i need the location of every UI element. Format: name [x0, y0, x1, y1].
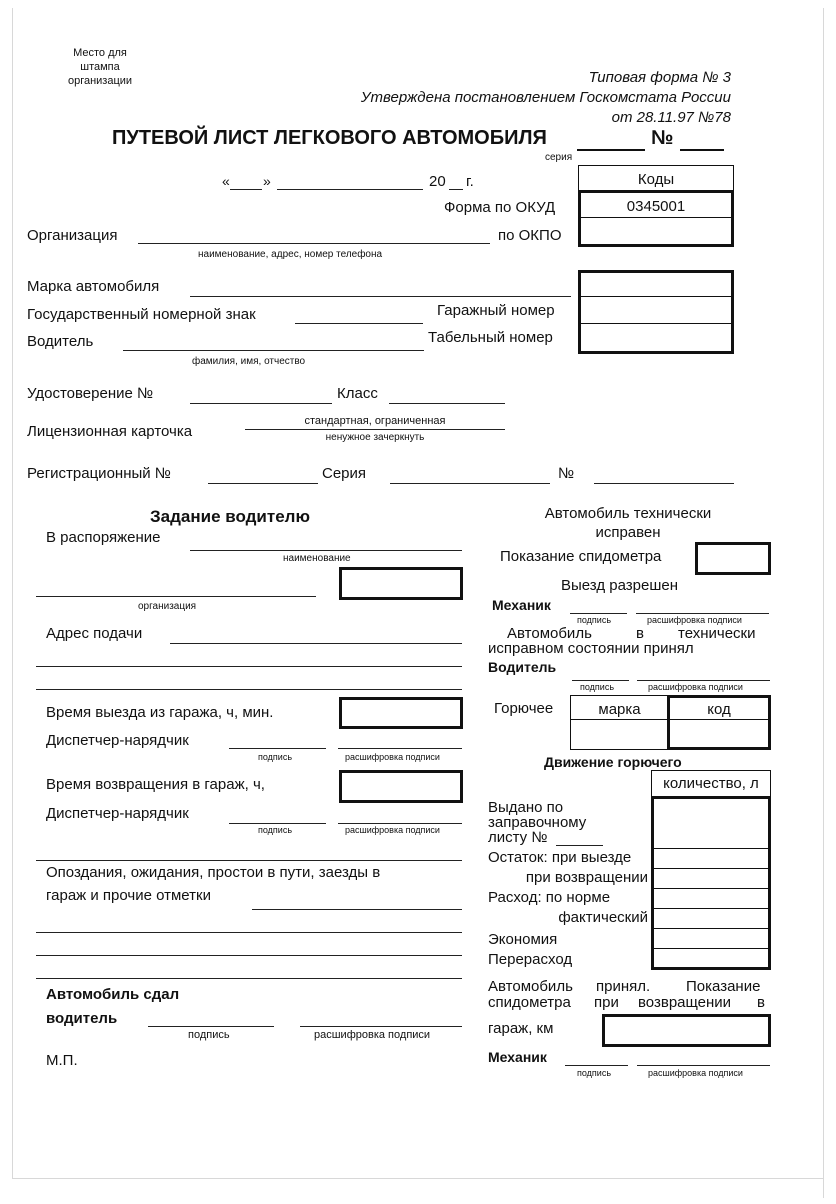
return-word-5: при: [594, 994, 619, 1011]
codes-header: Коды: [637, 171, 675, 188]
dispatcher-decoding-line-1[interactable]: [338, 748, 462, 749]
fuel-brand-divider: [570, 719, 669, 720]
handed-over-label-2: водитель: [46, 1010, 118, 1027]
vehicle-brand-line[interactable]: [190, 296, 571, 297]
dispatcher-decoding-caption-1: расшифровка подписи: [345, 752, 440, 762]
date-year-line[interactable]: [449, 189, 463, 190]
accepted-word-1: Автомобиль: [507, 625, 592, 642]
okpo-label: по ОКПО: [498, 227, 562, 244]
fuel-sheet-number-line[interactable]: [556, 845, 603, 846]
accepted-line-2: исправном состоянии принял: [488, 640, 694, 657]
plate-line[interactable]: [295, 323, 423, 324]
fuel-label: Горючее: [494, 700, 554, 717]
fuel-overrun: Перерасход: [488, 951, 573, 968]
okud-value: 0345001: [626, 198, 686, 215]
organization-caption: наименование, адрес, номер телефона: [198, 249, 383, 260]
certificate-line[interactable]: [190, 403, 332, 404]
certificate-label: Удостоверение №: [27, 385, 154, 402]
mechanic-signature-caption-2: подпись: [577, 1068, 612, 1078]
dispatcher-label-1: Диспетчер-нарядчик: [46, 732, 189, 749]
fuel-issued-line-1: Выдано по: [488, 799, 564, 816]
organization-caption-2: организация: [138, 601, 197, 612]
handed-over-decoding-line[interactable]: [300, 1026, 462, 1027]
tab-number-label: Табельный номер: [428, 329, 553, 346]
return-odometer-box[interactable]: [602, 1014, 771, 1047]
form-number: Типовая форма № 3: [588, 69, 731, 86]
tech-ok-line-1: Автомобиль технически: [544, 505, 712, 522]
approved-by: Утверждена постановлением Госкомстата России: [360, 89, 731, 106]
disposal-name-caption: наименование: [283, 553, 351, 564]
vehicle-codes-box: [578, 270, 734, 354]
garage-number-label: Гаражный номер: [437, 302, 555, 319]
mechanic-label-1: Механик: [492, 597, 551, 613]
page-title: ПУТЕВОЙ ЛИСТ ЛЕГКОВОГО АВТОМОБИЛЯ: [112, 127, 547, 149]
handed-over-signature-line[interactable]: [148, 1026, 274, 1027]
odometer-label: Показание спидометра: [500, 548, 662, 565]
fuel-quantity-col: количество, л: [663, 775, 759, 792]
mechanic-decoding-line-2[interactable]: [637, 1065, 770, 1066]
fuel-brand-col: марка: [598, 701, 641, 718]
license-card-options: стандартная, ограниченная: [304, 415, 446, 427]
mechanic-signature-caption-1: подпись: [577, 615, 612, 625]
series-line[interactable]: [577, 149, 645, 151]
registration-label: Регистрационный №: [27, 465, 171, 482]
dispatcher-signature-line-1[interactable]: [229, 748, 326, 749]
date-month-line[interactable]: [277, 189, 423, 190]
driver-line[interactable]: [123, 350, 424, 351]
fuel-code-col: код: [707, 701, 731, 718]
fuel-economy: Экономия: [488, 931, 558, 948]
odometer-box[interactable]: [695, 542, 771, 575]
date-year-suffix: г.: [466, 173, 474, 190]
number-line[interactable]: [680, 149, 724, 151]
approval-date: от 28.11.97 №78: [611, 109, 731, 126]
driver-decoding-caption: расшифровка подписи: [648, 682, 743, 692]
return-word-3: Показание: [686, 978, 761, 995]
fuel-movement-heading: Движение горючего: [544, 754, 682, 770]
accepted-word-3: технически: [678, 625, 756, 642]
mechanic-decoding-caption-1: расшифровка подписи: [647, 615, 742, 625]
series-caption: серия: [545, 152, 573, 163]
address-line-1[interactable]: [170, 643, 462, 644]
fuel-issued-line-3: листу №: [488, 829, 548, 846]
return-time-box[interactable]: [339, 770, 463, 803]
driver-label: Водитель: [27, 333, 94, 350]
dispatcher-signature-caption-2: подпись: [258, 825, 293, 835]
plate-label: Государственный номерной знак: [27, 306, 256, 323]
date-open-quote: «: [222, 173, 230, 189]
vehicle-codes-divider-1: [581, 296, 731, 297]
dispatcher-signature-caption-1: подпись: [258, 752, 293, 762]
handed-over-label-1: Автомобиль сдал: [46, 986, 180, 1003]
codes-divider: [581, 217, 731, 218]
mechanic-signature-line-1[interactable]: [570, 613, 627, 614]
address-line-3[interactable]: [36, 689, 462, 690]
okud-label: Форма по ОКУД: [444, 199, 556, 216]
date-day-line[interactable]: [230, 189, 262, 190]
fuel-issued-line-2: заправочному: [488, 814, 587, 831]
fuel-row-divider-6: [654, 948, 768, 949]
fuel-remain-return: при возвращении: [525, 869, 648, 886]
delays-line-2[interactable]: [36, 932, 462, 933]
delays-top-line[interactable]: [36, 860, 462, 861]
accepted-word-2: в: [636, 625, 644, 642]
vehicle-codes-divider-2: [581, 323, 731, 324]
driver-caption: фамилия, имя, отчество: [192, 356, 306, 367]
license-card-label: Лицензионная карточка: [27, 423, 193, 440]
departure-time-box[interactable]: [339, 697, 463, 729]
return-word-4: спидометра: [488, 994, 571, 1011]
seal-label: М.П.: [46, 1052, 78, 1069]
date-close-quote: »: [263, 173, 271, 189]
disposal-line[interactable]: [190, 550, 462, 551]
departure-allowed: Выезд разрешен: [561, 577, 679, 594]
fuel-consumption-norm: Расход: по норме: [488, 889, 611, 906]
return-word-1: Автомобиль: [488, 978, 573, 995]
dispatcher-decoding-line-2[interactable]: [338, 823, 462, 824]
delays-label-line-2: гараж и прочие отметки: [46, 887, 211, 904]
return-garage-km: гараж, км: [488, 1020, 554, 1037]
page-edge-right: [823, 8, 824, 1198]
driver-signature-line[interactable]: [572, 680, 629, 681]
reg-series-line[interactable]: [390, 483, 550, 484]
delays-line-1[interactable]: [252, 909, 462, 910]
driver-accepted-label: Водитель: [488, 659, 557, 675]
fuel-consumption-actual: фактический: [558, 909, 648, 926]
delays-label-line-1: Опоздания, ожидания, простои в пути, заезды в: [46, 864, 381, 881]
reg-number-line[interactable]: [594, 483, 734, 484]
license-card-caption: ненужное зачеркнуть: [325, 432, 425, 443]
address-label: Адрес подачи: [46, 625, 143, 642]
tech-ok-line-2: исправен: [595, 524, 661, 541]
fuel-remain-departure: Остаток: при выезде: [488, 849, 632, 866]
class-label: Класс: [337, 385, 378, 402]
driver-decoding-line[interactable]: [637, 680, 770, 681]
organization-name-line[interactable]: [36, 596, 316, 597]
stamp-line-1: Место для: [73, 47, 127, 59]
return-word-6: возвращении: [638, 994, 732, 1011]
fuel-code-divider: [670, 719, 768, 720]
vehicle-brand-label: Марка автомобиля: [27, 278, 160, 295]
page-edge-bottom: [12, 1178, 824, 1179]
series-label: Серия: [322, 465, 367, 482]
disposal-label: В распоряжение: [46, 529, 161, 546]
mechanic-signature-line-2[interactable]: [565, 1065, 628, 1066]
return-word-7: в: [757, 994, 765, 1011]
fuel-row-divider-5: [654, 928, 768, 929]
registration-line[interactable]: [208, 483, 318, 484]
delays-line-3[interactable]: [36, 955, 462, 956]
departure-time-label: Время выезда из гаража, ч, мин.: [46, 704, 274, 721]
dispatcher-label-2: Диспетчер-нарядчик: [46, 805, 189, 822]
page-edge-left: [12, 8, 13, 1178]
reg-number-label: №: [558, 465, 575, 482]
dispatcher-signature-line-2[interactable]: [229, 823, 326, 824]
handed-over-signature-caption: подпись: [188, 1029, 230, 1041]
mechanic-label-2: Механик: [488, 1049, 547, 1065]
organization-line[interactable]: [138, 243, 490, 244]
fuel-row-divider-2: [654, 868, 768, 869]
organization-label: Организация: [27, 227, 118, 244]
date-year-prefix: 20: [429, 173, 446, 190]
stamp-line-3: организации: [67, 75, 133, 87]
license-card-line[interactable]: [245, 429, 505, 430]
address-line-2[interactable]: [36, 666, 462, 667]
fuel-row-divider-1: [654, 848, 768, 849]
fuel-quantity-box[interactable]: [651, 796, 771, 970]
driver-task-heading: Задание водителю: [150, 507, 310, 526]
stamp-line-2: штампа: [80, 61, 120, 73]
handed-over-decoding-caption: расшифровка подписи: [314, 1029, 431, 1041]
title-number-sign: №: [651, 127, 674, 149]
fuel-row-divider-3: [654, 888, 768, 889]
dispatcher-decoding-caption-2: расшифровка подписи: [345, 825, 440, 835]
mechanic-decoding-line-1[interactable]: [636, 613, 769, 614]
return-word-2: принял.: [596, 978, 651, 995]
mechanic-decoding-caption-2: расшифровка подписи: [648, 1068, 743, 1078]
driver-signature-caption: подпись: [580, 682, 615, 692]
class-line[interactable]: [389, 403, 505, 404]
fuel-row-divider-4: [654, 908, 768, 909]
return-time-label: Время возвращения в гараж, ч,: [46, 776, 265, 793]
delays-line-4[interactable]: [36, 978, 462, 979]
disposal-code-box[interactable]: [339, 567, 463, 600]
